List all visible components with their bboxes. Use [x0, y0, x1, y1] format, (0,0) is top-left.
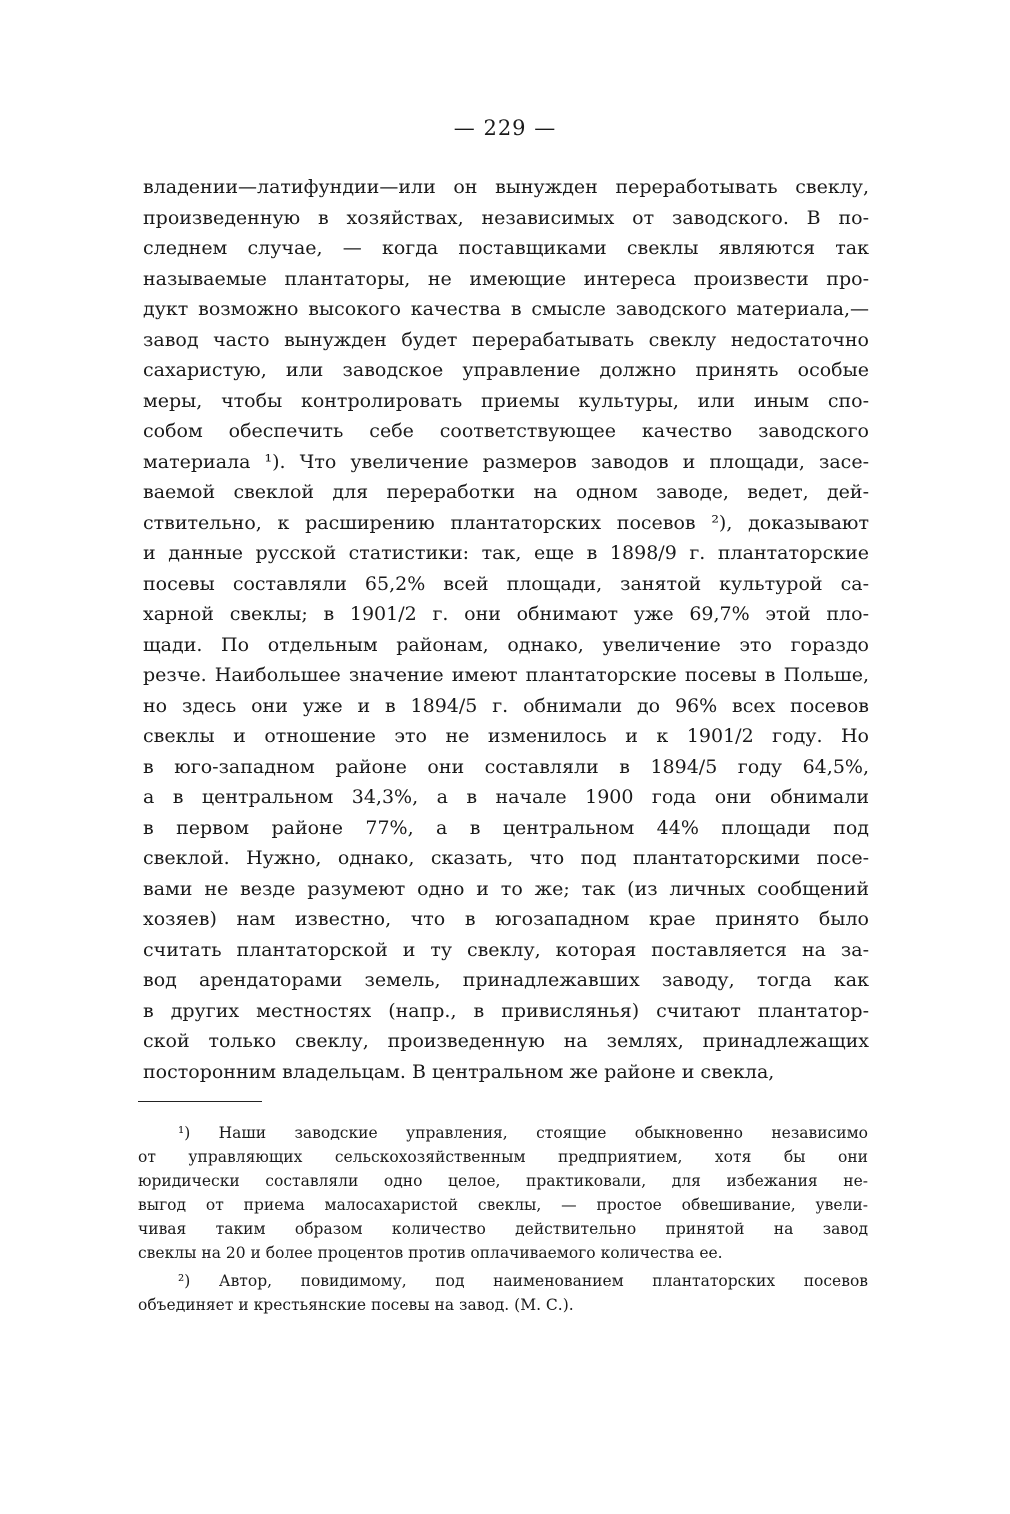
footnote-line: чивая таким образом количество действительно принятой на завод [138, 1220, 868, 1238]
text-line: завод часто вынужден будет перерабатывать свеклу недостаточно [143, 328, 869, 351]
text-line: свеклы и отношение это не изменилось и к 1901/2 году. Но [143, 725, 869, 747]
text-line: называемые плантаторы, не имеющие интереса произвести про- [143, 267, 869, 290]
footnote-line: свеклы на 20 и более процентов против оплачиваемого количества ее. [138, 1244, 723, 1262]
text-line: материала ¹). Что увеличение размеров заводов и площади, засе- [143, 450, 869, 473]
text-line: считать плантаторской и ту свеклу, которая поставляется на за- [143, 938, 869, 961]
text-line: посторонним владельцам. В центральном же районе и свекла, [143, 1060, 775, 1083]
main-text [143, 172, 869, 1087]
text-line: ствительно, к расширению плантаторских посевов ²), доказывают [143, 511, 869, 534]
text-line: свеклой. Нужно, однако, сказать, что под плантаторскими посе- [143, 847, 869, 869]
text-line: и данные русской статистики: так, еще в 1898/9 г. плантаторские [143, 542, 869, 564]
footnote-line: юридически составляли одно целое, практиковали, для избежания не- [138, 1172, 868, 1190]
footnote-line: ²) Автор, повидимому, под наименованием плантаторских посевов [178, 1272, 868, 1290]
text-line: в юго-западном районе они составляли в 1894/5 году 64,5%, [143, 755, 869, 778]
footnote-line: от управляющих сельскохозяйственным предприятием, хотя бы они [138, 1148, 868, 1166]
text-line: но здесь они уже и в 1894/5 г. обнимали до 96% всех посевов [143, 694, 869, 717]
text-line: ской только свеклу, произведенную на землях, принадлежащих [143, 1030, 869, 1052]
text-line: резче. Наибольшее значение имеют плантаторские посевы в Польше, [143, 664, 869, 686]
footnote-line: выгод от приема малосахаристой свеклы, — простое обвешивание, увели- [138, 1196, 868, 1214]
text-line: сахаристую, или заводское управление должно принять особые [143, 359, 869, 381]
text-line: харной свеклы; в 1901/2 г. они обнимают уже 69,7% этой пло- [143, 603, 869, 625]
text-line: вами не везде разумеют одно и то же; так (из личных сообщений [143, 877, 869, 900]
text-line: владении—латифундии—или он вынужден переработывать свеклу, [143, 176, 869, 198]
footnote-separator [138, 1101, 262, 1102]
text-line: посевы составляли 65,2% всей площади, занятой культурой са- [143, 572, 869, 595]
text-line: а в центральном 34,3%, а в начале 1900 года они обнимали [143, 786, 869, 808]
text-line: собом обеспечить себе соответствующее качество заводского [143, 420, 869, 442]
text-line: в других местностях (напр., в привислянья) считают плантатор- [143, 999, 869, 1022]
text-line: произведенную в хозяйствах, независимых от заводского. В по- [143, 206, 869, 229]
text-line: в первом районе 77%, а в центральном 44% площади под [143, 816, 869, 839]
footnote-1 [138, 1121, 868, 1265]
footnote-line: ¹) Наши заводские управления, стоящие обыкновенно независимо [178, 1124, 868, 1142]
footnotes [138, 1121, 868, 1317]
text-line: ваемой свеклой для переработки на одном заводе, ведет, дей- [143, 481, 869, 503]
footnote-2 [138, 1269, 868, 1317]
text-line: хозяев) нам известно, что в югозападном крае принято было [143, 908, 869, 930]
text-line: меры, чтобы контролировать приемы культуры, или иным спо- [143, 389, 869, 412]
text-line: дукт возможно высокого качества в смысле заводского материала,— [143, 298, 869, 320]
page-number: — 229 — [453, 116, 557, 140]
text-line: щади. По отдельным районам, однако, увеличение это гораздо [143, 633, 869, 656]
text-line: вод арендаторами земель, принадлежавших заводу, тогда как [143, 969, 869, 991]
text-line: следнем случае, — когда поставщиками свеклы являются так [143, 237, 869, 259]
footnote-line: объединяет и крестьянские посевы на завод. (М. С.). [138, 1296, 574, 1314]
